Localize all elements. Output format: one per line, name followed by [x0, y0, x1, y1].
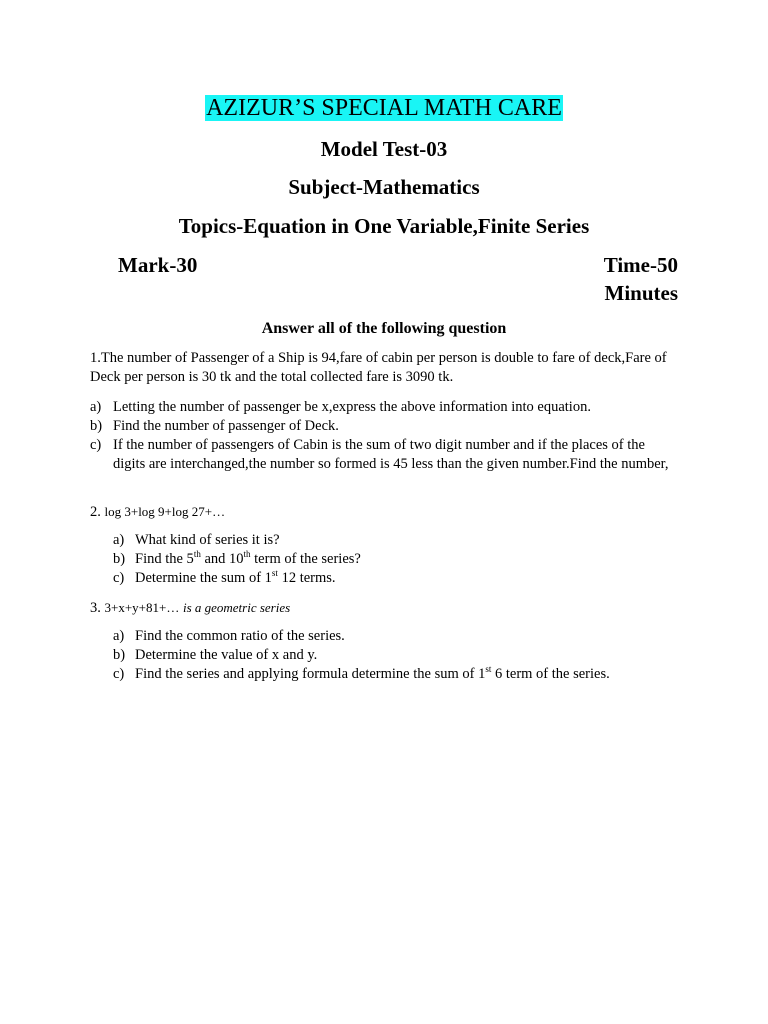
part-label: b) [90, 418, 103, 434]
question-1-text: 1.The number of Passenger of a Ship is 94,fare of cabin per person is double to fare of deck,Fare of Deck per person is 30 tk and the total collected fare is 3090 tk. [90, 350, 667, 385]
part-text-end: 6 term of the series. [491, 666, 610, 682]
part-label: b) [113, 551, 126, 567]
instruction: Answer all of the following question [261, 320, 507, 337]
series-expression: log 3+log 9+log 27+… [104, 504, 226, 519]
part-label: c) [90, 437, 102, 453]
list-item [113, 627, 673, 646]
list-item [113, 646, 673, 665]
part-text-start: Determine the sum of 1 [135, 570, 272, 586]
part-label: a) [90, 399, 102, 415]
time-limit-line1: Time-50 [603, 253, 678, 277]
subject-heading: Subject-Mathematics [288, 175, 480, 199]
highlighted-title: AZIZUR’S SPECIAL MATH CARE [206, 95, 562, 121]
part-text-end: term of the series? [250, 551, 361, 567]
part-text-middle: and 10 [200, 551, 244, 567]
part-text: What kind of series it is? [135, 532, 280, 548]
part-text: Find the number of passenger of Deck. [113, 418, 339, 434]
question-2-parts [113, 531, 673, 588]
model-test-heading: Model Test-03 [320, 137, 448, 161]
part-label: b) [113, 647, 126, 663]
part-label: c) [113, 666, 125, 682]
part-text [135, 550, 673, 569]
question-number: 2. [90, 504, 101, 520]
ordinal-suffix: th [193, 549, 201, 560]
topics-heading: Topics-Equation in One Variable,Finite Series [178, 214, 590, 238]
part-label: c) [113, 570, 125, 586]
part-text-start: Find the 5 [135, 551, 194, 567]
series-expression: 3+x+y+81+… [104, 600, 180, 615]
question-1-parts [90, 398, 680, 474]
question-number: 3. [90, 600, 101, 616]
part-text: Determine the value of x and y. [135, 647, 318, 663]
time-limit [588, 251, 678, 307]
list-item [90, 398, 680, 417]
part-text [135, 569, 673, 588]
list-item [113, 569, 673, 588]
time-limit-line2: Minutes [604, 281, 678, 305]
list-item [113, 550, 673, 569]
part-text-start: Find the series and applying formula determine the sum of 1 [135, 666, 486, 682]
page-title [0, 92, 768, 124]
total-mark: Mark-30 [118, 253, 198, 277]
part-text-end: 12 terms. [277, 570, 336, 586]
list-item [90, 436, 680, 474]
part-label: a) [113, 628, 125, 644]
list-item [113, 531, 673, 550]
part-label: a) [113, 532, 125, 548]
ordinal-suffix: th [243, 549, 251, 560]
part-text [135, 665, 673, 684]
question-3-line [90, 598, 290, 618]
part-text: If the number of passengers of Cabin is the sum of two digit number and if the places of the digits are interchanged,the number so formed is 45 less than the given number.Find the number, [113, 437, 669, 472]
part-text: Letting the number of passenger be x,express the above information into equation. [113, 399, 591, 415]
ordinal-suffix: st [485, 664, 492, 675]
question-2-line [90, 502, 225, 522]
list-item [90, 417, 680, 436]
list-item [113, 665, 673, 684]
part-text: Find the common ratio of the series. [135, 628, 345, 644]
ordinal-suffix: st [271, 568, 278, 579]
series-description: is a geometric series [182, 600, 291, 615]
question-3-parts [113, 627, 673, 684]
